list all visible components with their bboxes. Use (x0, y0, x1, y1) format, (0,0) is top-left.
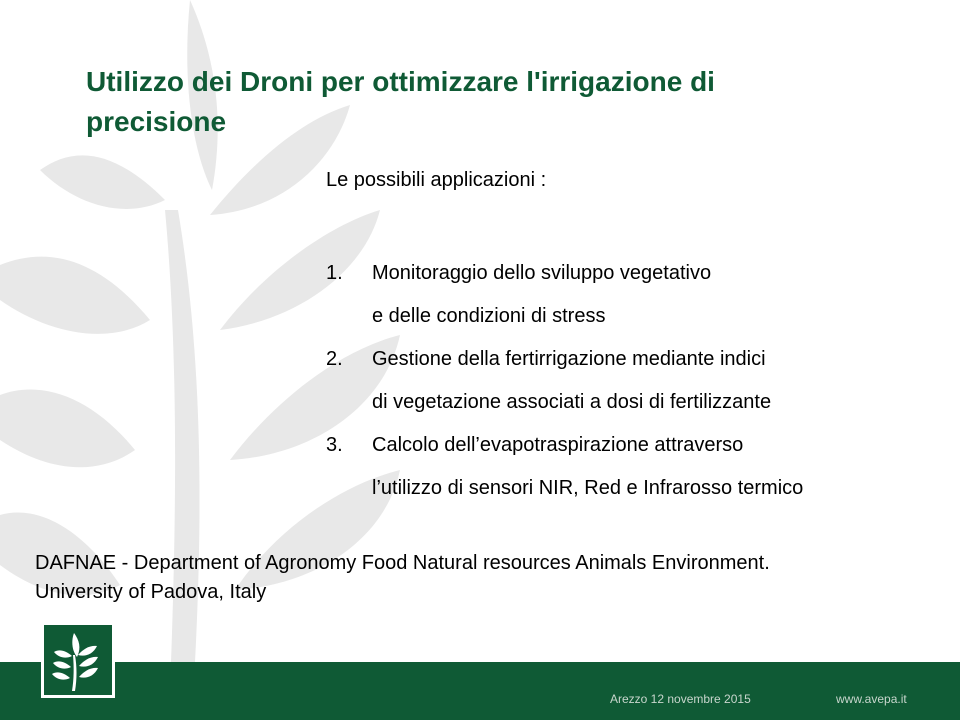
slide-title: Utilizzo dei Droni per ottimizzare l'irrigazione di precisione (86, 66, 715, 137)
avepa-logo (41, 622, 115, 698)
list-item-line: l’utilizzo di sensori NIR, Red e Infrarosso termico (372, 477, 804, 499)
list-item-line: Monitoraggio dello sviluppo vegetativo (372, 262, 712, 284)
affiliation-line: University of Padova, Italy (35, 581, 267, 603)
list-item-line: Calcolo dell’evapotraspirazione attraverso (372, 434, 744, 456)
list-item-line: e delle condizioni di stress (372, 305, 606, 327)
footer-bar (0, 662, 960, 720)
list-item-number: 3. (326, 434, 343, 456)
list-item-line: di vegetazione associati a dosi di fertilizzante (372, 391, 772, 413)
list-item (326, 338, 946, 424)
list-item-line: Gestione della fertirrigazione mediante indici (372, 348, 766, 370)
wheat-ear-icon (44, 625, 112, 695)
list-item (326, 424, 946, 510)
footer-date: Arezzo 12 novembre 2015 (610, 692, 751, 706)
applications-intro: Le possibili applicazioni : (326, 169, 547, 191)
footer-website-link[interactable]: www.avepa.it (836, 692, 907, 706)
applications-section (326, 166, 946, 510)
list-item-number: 2. (326, 348, 343, 370)
affiliation (35, 549, 935, 607)
applications-list (326, 252, 946, 510)
list-item-number: 1. (326, 262, 343, 284)
affiliation-line: DAFNAE - Department of Agronomy Food Natural resources Animals Environment. (35, 552, 770, 574)
list-item (326, 252, 946, 338)
